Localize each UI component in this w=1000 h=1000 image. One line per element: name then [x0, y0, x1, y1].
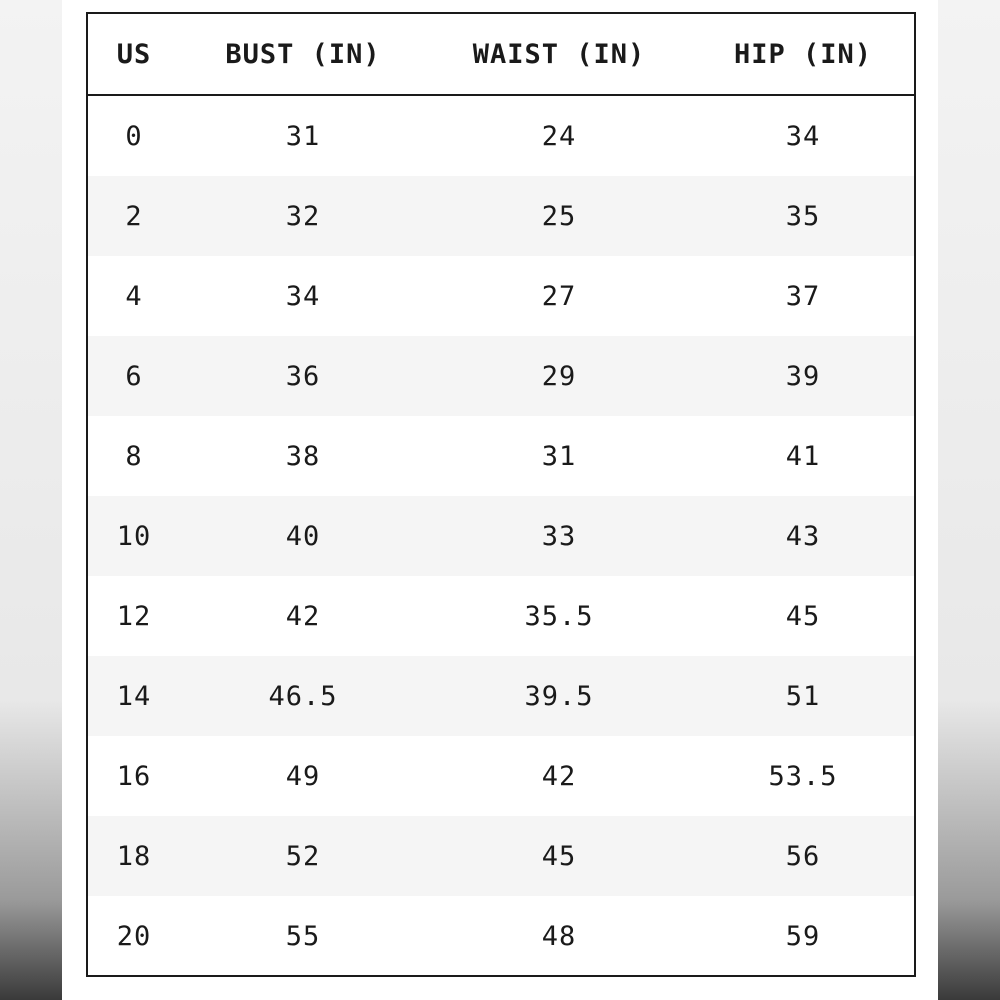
hip-cell: 34	[785, 120, 821, 152]
hip-cell: 59	[785, 920, 821, 952]
waist-cell: 48	[541, 920, 577, 952]
table-row	[88, 96, 914, 176]
size-chart-panel	[62, 0, 938, 1000]
table-row	[88, 656, 914, 736]
us-size-cell: 2	[125, 200, 143, 232]
waist-cell: 31	[541, 440, 577, 472]
bust-cell: 34	[285, 280, 321, 312]
table-row	[88, 496, 914, 576]
us-size-cell: 16	[116, 760, 152, 792]
bust-cell: 49	[285, 760, 321, 792]
bust-cell: 38	[285, 440, 321, 472]
waist-cell: 24	[541, 120, 577, 152]
table-row	[88, 896, 914, 976]
us-size-cell: 12	[116, 600, 152, 632]
us-size-cell: 14	[116, 680, 152, 712]
table-row	[88, 576, 914, 656]
waist-cell: 27	[541, 280, 577, 312]
us-size-cell: 6	[125, 360, 143, 392]
hip-cell: 53.5	[768, 760, 838, 792]
waist-cell: 42	[541, 760, 577, 792]
header-hip: HIP (IN)	[733, 38, 873, 70]
hip-cell: 45	[785, 600, 821, 632]
size-chart-table	[86, 12, 916, 977]
table-row	[88, 336, 914, 416]
waist-cell: 35.5	[524, 600, 594, 632]
table-body	[88, 96, 914, 976]
header-bust: BUST (IN)	[225, 38, 381, 70]
hip-cell: 35	[785, 200, 821, 232]
hip-cell: 39	[785, 360, 821, 392]
bust-cell: 36	[285, 360, 321, 392]
table-row	[88, 176, 914, 256]
bust-cell: 31	[285, 120, 321, 152]
header-us: US	[116, 38, 152, 70]
waist-cell: 29	[541, 360, 577, 392]
header-waist: WAIST (IN)	[472, 38, 646, 70]
bust-cell: 46.5	[268, 680, 338, 712]
table-row	[88, 736, 914, 816]
bust-cell: 42	[285, 600, 321, 632]
hip-cell: 51	[785, 680, 821, 712]
waist-cell: 39.5	[524, 680, 594, 712]
bust-cell: 40	[285, 520, 321, 552]
us-size-cell: 20	[116, 920, 152, 952]
us-size-cell: 0	[125, 120, 143, 152]
hip-cell: 37	[785, 280, 821, 312]
hip-cell: 56	[785, 840, 821, 872]
us-size-cell: 10	[116, 520, 152, 552]
table-row	[88, 816, 914, 896]
waist-cell: 33	[541, 520, 577, 552]
bust-cell: 32	[285, 200, 321, 232]
us-size-cell: 8	[125, 440, 143, 472]
table-header-row	[88, 14, 914, 96]
us-size-cell: 18	[116, 840, 152, 872]
bust-cell: 55	[285, 920, 321, 952]
table-row	[88, 256, 914, 336]
hip-cell: 43	[785, 520, 821, 552]
waist-cell: 25	[541, 200, 577, 232]
waist-cell: 45	[541, 840, 577, 872]
hip-cell: 41	[785, 440, 821, 472]
table-row	[88, 416, 914, 496]
bust-cell: 52	[285, 840, 321, 872]
us-size-cell: 4	[125, 280, 143, 312]
